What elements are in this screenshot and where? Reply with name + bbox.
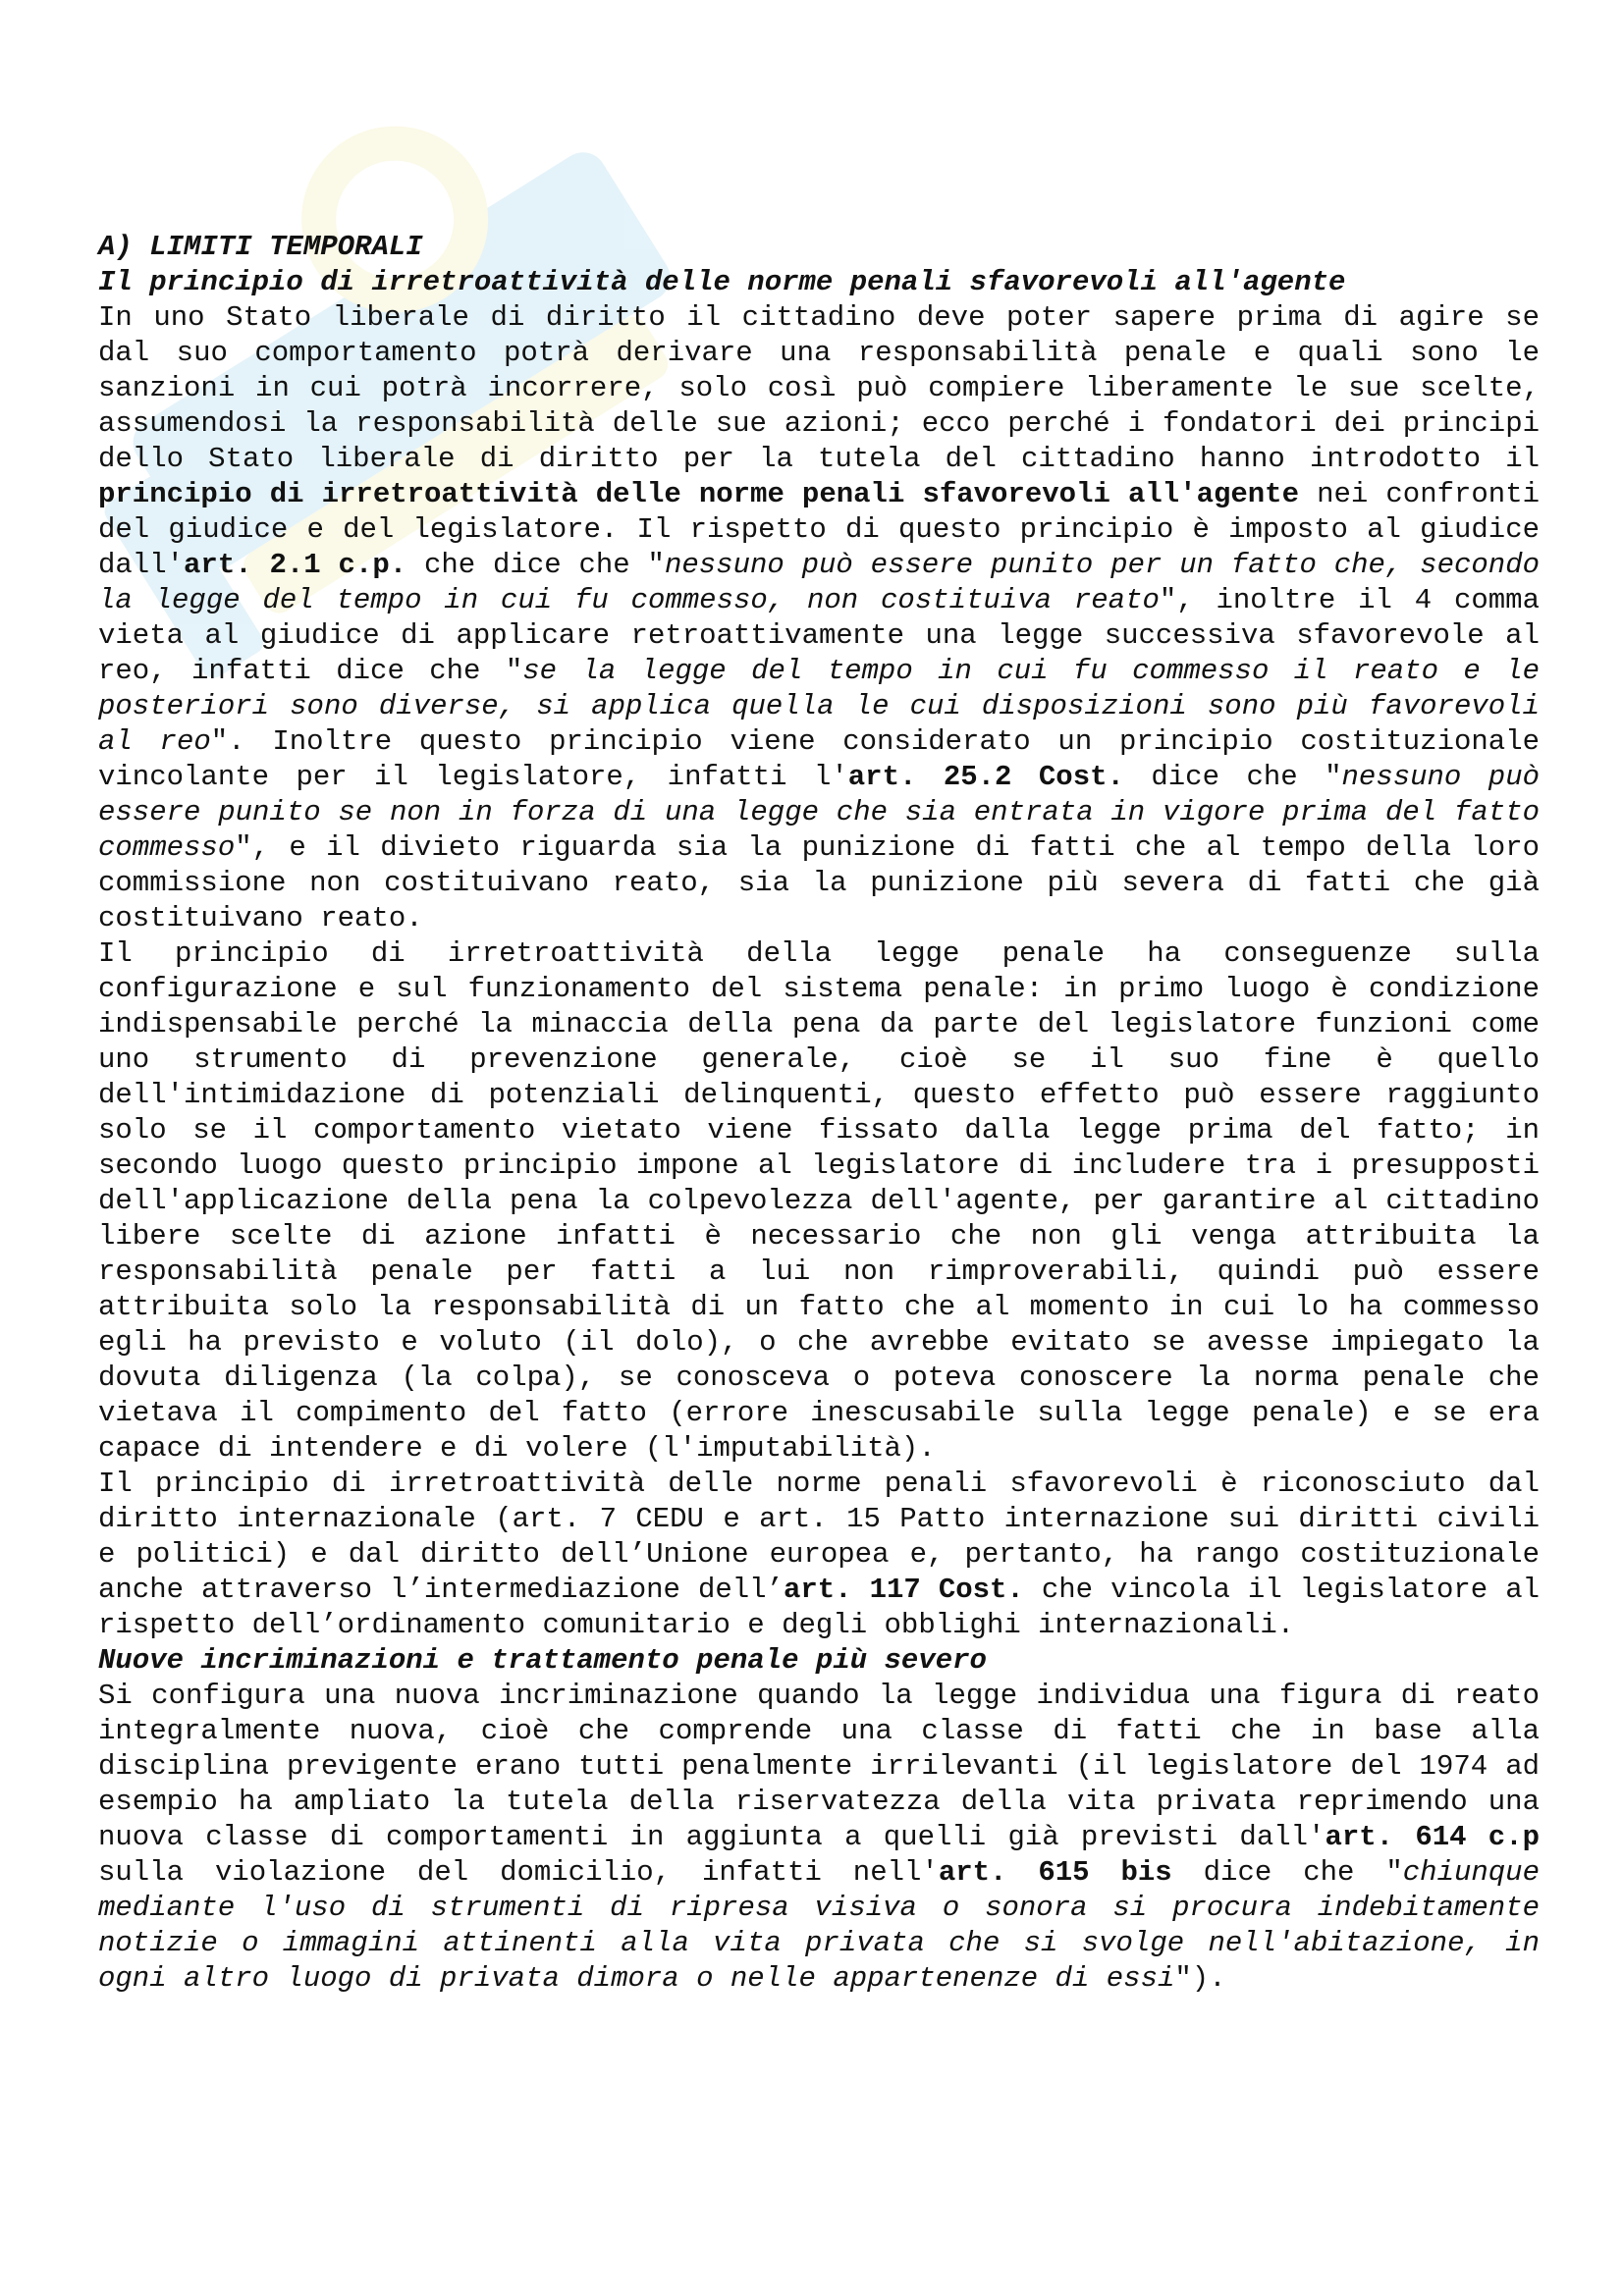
section-title: A) LIMITI TEMPORALI xyxy=(98,231,423,263)
text-run: sulla violazione del domicilio, infatti nell' xyxy=(98,1856,939,1889)
text-run: Il principio di irretroattività della legge penale ha conseguenze sulla configurazione e sul funzionamento del sistema penale: in primo luogo è condizione indispensabile perché la minaccia della pena da parte del legislatore funzioni come uno strumento di prevenzione generale, cioè se il suo fine è quello dell'intimidazione di potenziali delinquenti, questo effetto può essere raggiunto solo se il comportamento vietato viene fissato dalla legge prima del fatto; in secondo luogo questo principio impone al legislatore di includere tra i presupposti dell'applicazione della pena la colpevolezza dell'agente, per garantire al cittadino libere scelte di azione infatti è necessario che non gli venga attribuita la responsabilità penale per fatti a lui non rimproverabili, quindi può essere attribuita solo la responsabilità di un fatto che al momento in cui lo ha commesso egli ha previsto e voluto (il dolo), o che avrebbe evitato se avesse impiegato la dovuta diligenza (la colpa), se conosceva o poteva conoscere la norma penale che vietava il compimento del fatto (errore inescusabile sulla legge penale) e se era capace di intendere e di volere (l'imputabilità). xyxy=(98,937,1540,1465)
bold-reference: art. 117 Cost. xyxy=(783,1574,1024,1606)
paragraph-2 xyxy=(98,936,1540,1467)
italic-quote: nessuno può essere punito per un fatto che, secondo la legge del tempo in cui fu commesso, non costituiva reato xyxy=(98,549,1541,616)
italic-quote: chiunque mediante l'uso di strumenti di ripresa visiva o sonora si procura indebitamente notizie o immagini attinenti alla vita privata che si svolge nell'abitazione, in ogni altro luogo di privata dimora o nelle appartenenze di essi xyxy=(98,1856,1540,1995)
italic-quote: se la legge del tempo in cui fu commesso il reato e le posteriori sono diverse, si applica quella le cui disposizioni sono più favorevoli al reo xyxy=(98,655,1540,758)
heading-nuove-incriminazioni: Nuove incriminazioni e trattamento penale più severo xyxy=(98,1644,987,1677)
document-page xyxy=(98,230,1540,1997)
bold-reference: art. 2.1 c.p. xyxy=(184,549,407,581)
text-run: ", inoltre il 4 comma vieta al giudice di applicare retroattivamente una legge successiva sfavorevole al reo, infatti dice che " xyxy=(98,584,1540,687)
text-run: nei confronti del giudice e del legislatore. Il rispetto di questo principio è imposto al giudice dall' xyxy=(98,478,1541,581)
paragraph-3 xyxy=(98,1467,1540,1643)
text-run: che vincola il legislatore al rispetto dell’ordinamento comunitario e degli obblighi internazionali. xyxy=(98,1574,1540,1641)
text-run: Il principio di irretroattività delle norme penali sfavorevoli è riconosciuto dal diritto internazionale (art. 7 CEDU e art. 15 Patto internazione sui diritti civili e politici) e dal diritto dell’Unione europea e, pertanto, ha rango costituzionale anche attraverso l’intermediazione dell’ xyxy=(98,1468,1540,1606)
text-run: dice che " xyxy=(1123,761,1342,793)
bold-reference: art. 615 bis xyxy=(938,1856,1172,1889)
text-run: Si configura una nuova incriminazione quando la legge individua una figura di reato integralmente nuova, cioè che comprende una classe di fatti che in base alla disciplina previgente erano tutti penalmente irrilevanti (il legislatore del 1974 ad esempio ha ampliato la tutela della riservatezza della vita privata reprimendo una nuova classe di comportamenti in aggiunta a quelli già previsti dall' xyxy=(98,1680,1540,1853)
text-run: ", e il divieto riguarda sia la punizione di fatti che al tempo della loro commissione non costituivano reato, sia la punizione più severa di fatti che già costituivano reato. xyxy=(98,831,1540,934)
paragraph-4 xyxy=(98,1679,1540,1997)
bold-reference: art. 614 c.p xyxy=(1325,1821,1540,1853)
text-run: "). xyxy=(1174,1962,1226,1995)
text-run: che dice che " xyxy=(406,549,665,581)
paragraph-1 xyxy=(98,300,1540,936)
text-run: dice che " xyxy=(1171,1856,1403,1889)
bold-reference: principio di irretroattività delle norme penali sfavorevoli all'agente xyxy=(98,478,1299,510)
text-run: In uno Stato liberale di diritto il cittadino deve poter sapere prima di agire se dal suo comportamento potrà derivare una responsabilità penale e quali sono le sanzioni in cui potrà incorrere, solo così può compiere liberamente le sue scelte, assumendosi la responsabilità delle sue azioni; ecco perché i fondatori dei principi dello Stato liberale di diritto per la tutela del cittadino hanno introdotto il xyxy=(98,301,1540,475)
bold-reference: art. 25.2 Cost. xyxy=(847,761,1124,793)
heading-irretroattivita: Il principio di irretroattività delle norme penali sfavorevoli all'agente xyxy=(98,266,1346,298)
text-run: ". Inoltre questo principio viene considerato un principio costituzionale vincolante per il legislatore, infatti l' xyxy=(98,725,1540,793)
italic-quote: nessuno può essere punito se non in forza di una legge che sia entrata in vigore prima del fatto commesso xyxy=(98,761,1540,864)
